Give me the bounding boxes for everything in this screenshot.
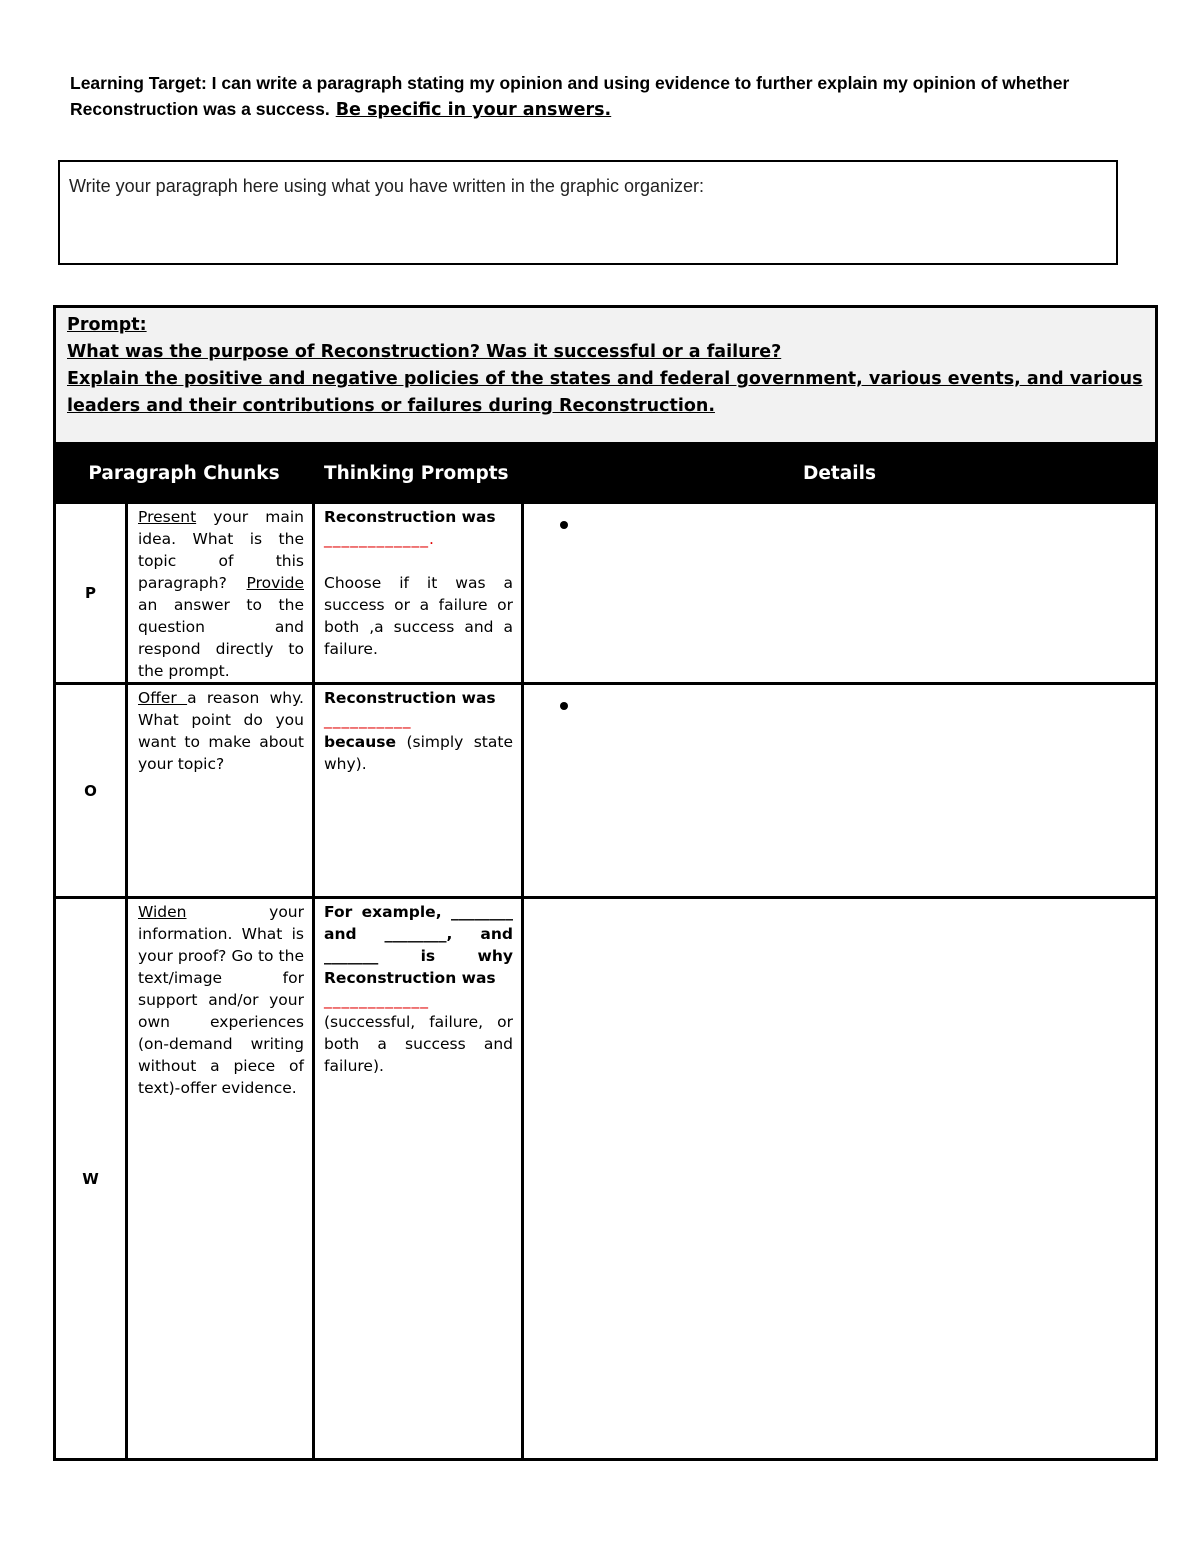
row-p-thinking: Reconstruction was ____________. Choose if it was a success or a failure or both ,a success and a failure. xyxy=(314,503,523,684)
graphic-organizer-table xyxy=(53,305,1158,1461)
row-w-thinking: For example, ________ and ________, and _______ is why Reconstruction was ____________ (successful, failure, or both a success and failure). xyxy=(314,898,523,1460)
learning-target-emphasis: Be specific in your answers. xyxy=(335,100,612,120)
row-letter-w: W xyxy=(55,898,127,1460)
bullet-icon xyxy=(560,521,568,529)
header-paragraph-chunks: Paragraph Chunks xyxy=(55,444,314,503)
prompt-cell xyxy=(55,307,1157,444)
learning-target xyxy=(70,70,1130,123)
row-p xyxy=(55,503,1157,684)
learning-target-text: Learning Target: I can write a paragraph stating my opinion and using evidence to further explain my opinion of whether Reconstruction was a success. xyxy=(70,73,1070,119)
row-o xyxy=(55,684,1157,898)
paragraph-box-label: Write your paragraph here using what you have written in the graphic organizer: xyxy=(69,176,705,196)
bullet-icon xyxy=(560,702,568,710)
prompt-explain: Explain the positive and negative policies of the states and federal government, various events, and various leaders and their contributions or failures during Reconstruction. xyxy=(67,369,1143,416)
row-o-description: Offer a reason why. What point do you want to make about your topic? xyxy=(127,684,314,898)
row-letter-p: P xyxy=(55,503,127,684)
prompt-heading: Prompt: xyxy=(67,315,147,335)
row-o-thinking: Reconstruction was __________ because (simply state why). xyxy=(314,684,523,898)
row-letter-o: O xyxy=(55,684,127,898)
row-o-details[interactable] xyxy=(523,684,1157,898)
row-p-description: Present your main idea. What is the topic of this paragraph? Provide an answer to the question and respond directly to the prompt. xyxy=(127,503,314,684)
row-w xyxy=(55,898,1157,1460)
header-details: Details xyxy=(523,444,1157,503)
row-w-details[interactable] xyxy=(523,898,1157,1460)
prompt-question: What was the purpose of Reconstruction? Was it successful or a failure? xyxy=(67,342,782,362)
header-thinking-prompts: Thinking Prompts xyxy=(314,444,523,503)
row-w-description: Widen your information. What is your proof? Go to the text/image for support and/or your own experiences (on-demand writing without a piece of text)-offer evidence. xyxy=(127,898,314,1460)
row-p-details[interactable] xyxy=(523,503,1157,684)
paragraph-write-box[interactable] xyxy=(58,160,1118,265)
